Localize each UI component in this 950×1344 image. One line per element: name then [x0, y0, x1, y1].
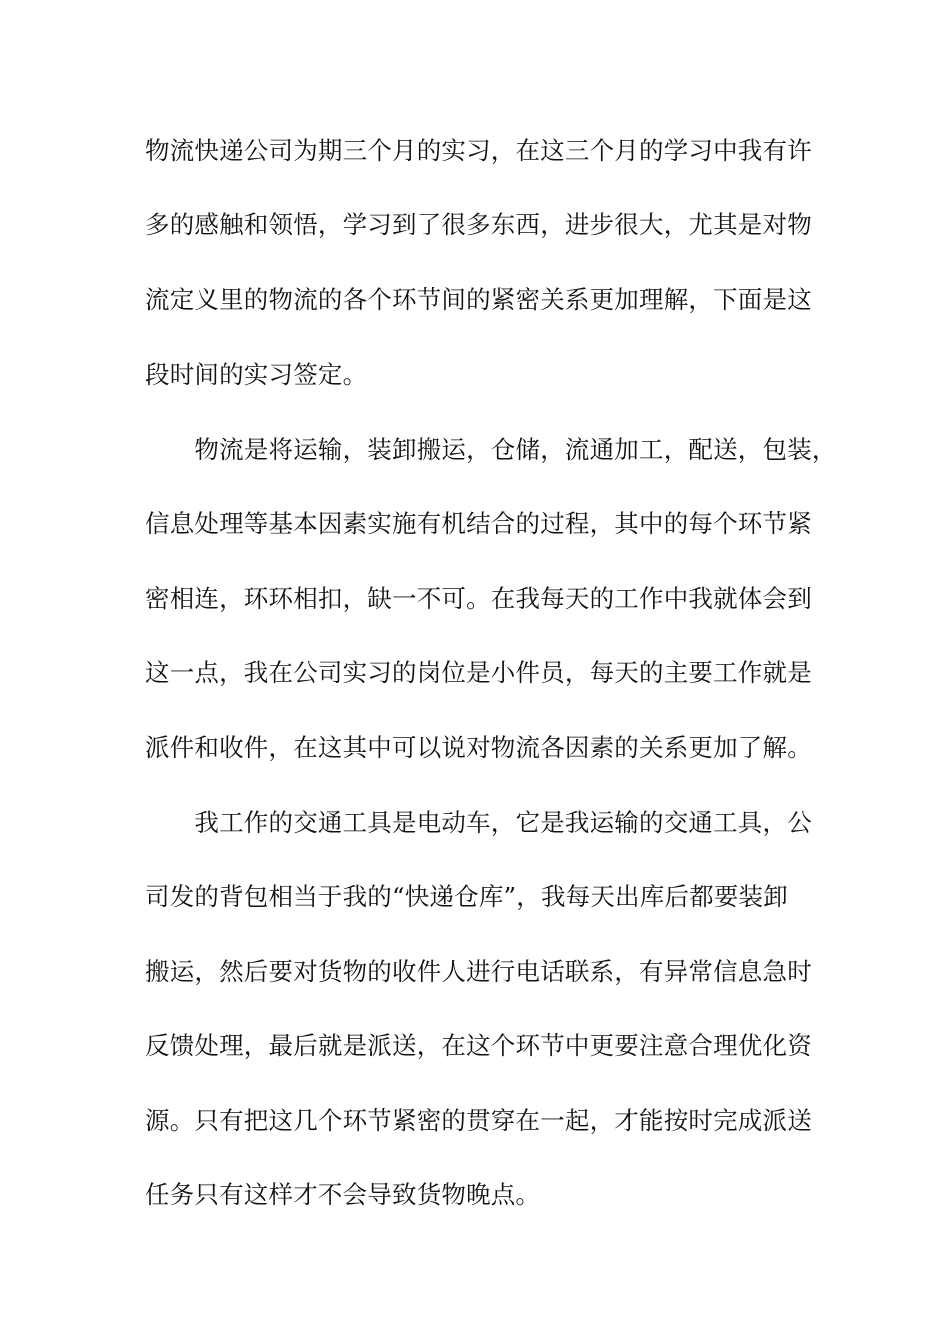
text-line-8: 这一点，我在公司实习的岗位是小件员，每天的主要工作就是 [145, 658, 812, 687]
text-line-9: 派件和收件，在这其中可以说对物流各因素的关系更加了解。 [145, 733, 812, 762]
text-line-5: 物流是将运输，装卸搬运，仓储，流通加工，配送，包装， [145, 435, 837, 464]
text-line-15: 任务只有这样才不会导致货物晚点。 [145, 1180, 541, 1209]
text-line-6: 信息处理等基本因素实施有机结合的过程，其中的每个环节紧 [145, 509, 812, 538]
text-line-10: 我工作的交通工具是电动车，它是我运输的交通工具，公 [145, 808, 812, 837]
text-line-12: 搬运，然后要对货物的收件人进行电话联系，有异常信息急时 [145, 957, 812, 986]
text-line-7: 密相连，环环相扣，缺一不可。在我每天的工作中我就体会到 [145, 584, 812, 613]
text-line-13: 反馈处理，最后就是派送，在这个环节中更要注意合理优化资 [145, 1031, 812, 1060]
text-line-2: 多的感触和领悟，学习到了很多东西，进步很大，尤其是对物 [145, 210, 812, 239]
text-line-11: 司发的背包相当于我的“快递仓库”，我每天出库后都要装卸 [145, 882, 788, 911]
text-line-14: 源。只有把这几个环节紧密的贯穿在一起，才能按时完成派送 [145, 1106, 812, 1135]
text-line-1: 物流快递公司为期三个月的实习，在这三个月的学习中我有许 [145, 136, 812, 165]
text-line-3: 流定义里的物流的各个环节间的紧密关系更加理解，下面是这 [145, 285, 812, 314]
text-line-4: 段时间的实习签定。 [145, 360, 368, 389]
